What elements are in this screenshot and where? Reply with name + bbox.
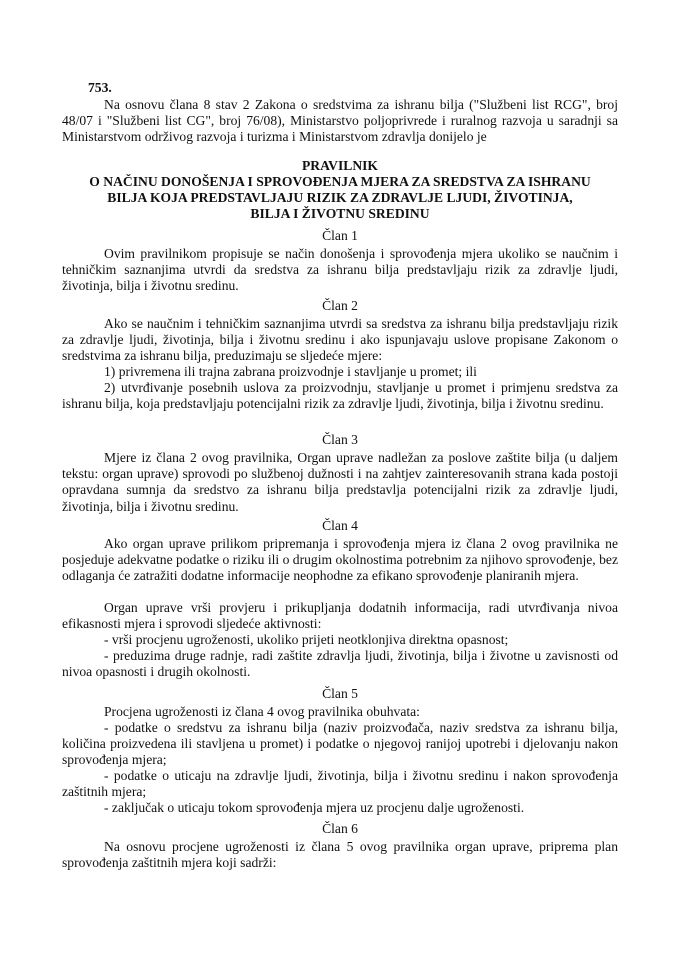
document-number: 753.: [88, 80, 112, 95]
clan-3-heading: Član 3: [322, 432, 358, 447]
clan-2-text: Ako se naučnim i tehničkim saznanjima utvrdi sa sredstva za ishranu bilja predstavljaju rizik za zdravlje ljudi, životinja, bilja i životnu sredinu i ako ispunjavaju uslove propisane Zakonom o sredstvima za ishranu bilja, preduzimaju se sljedeće mjere:: [62, 316, 618, 364]
clan-1-heading: Član 1: [322, 228, 358, 243]
clan-2-heading: Član 2: [322, 298, 358, 313]
preamble: Na osnovu člana 8 stav 2 Zakona o sredstvima za ishranu bilja ("Službeni list RCG", broj 48/07 i "Službeni list CG", broj 76/08), Ministarstvo poljoprivrede i ruralnog razvoja u saradnji sa Ministarstvom održivog razvoja i turizma i Ministarstvom zdravlja donijelo je: [62, 97, 618, 145]
clan-4-item-2: - preduzima druge radnje, radi zaštite zdravlja ljudi, životinja, bilja i životne u zavisnosti od nivoa opasnosti i drugih okolnosti.: [62, 648, 618, 680]
clan-5-item-1: - podatke o sredstvu za ishranu bilja (naziv proizvođača, naziv sredstva za ishranu bilja, količina proizvedena ili stavljena u promet) i podatke o njegovoj ranijoj upotrebi i djelovanju nakon sprovođenja mjera;: [62, 720, 618, 768]
title-line-1: PRAVILNIK: [301, 158, 379, 173]
clan-2-item-1: 1) privremena ili trajna zabrana proizvodnje i stavljanje u promet; ili: [104, 364, 477, 379]
clan-5-item-2: - podatke o uticaju na zdravlje ljudi, životinja, bilja i životnu sredinu i nakon sprovođenja zaštitnih mjera;: [62, 768, 618, 800]
clan-5-heading: Član 5: [322, 686, 358, 701]
clan-4-text-2: Organ uprave vrši provjeru i prikupljanja dodatnih informacija, radi utvrđivanja nivoa efikasnosti mjera i sprovodi sljedeće aktivnosti:: [62, 600, 618, 632]
clan-6-text: Na osnovu procjene ugroženosti iz člana 5 ovog pravilnika organ uprave, priprema plan sprovođenja zaštitnih mjera koji sadrži:: [62, 839, 618, 871]
clan-6-heading: Član 6: [322, 821, 358, 836]
clan-4-heading: Član 4: [322, 518, 358, 533]
clan-2-item-2: 2) utvrđivanje posebnih uslova za proizvodnju, stavljanje u promet i primjenu sredstva za ishranu bilja, koja predstavljaju potencijalni rizik za zdravlje ljudi, životinja, bilja i životnu sredinu.: [62, 380, 618, 412]
clan-5-text: Procjena ugroženosti iz člana 4 ovog pravilnika obuhvata:: [104, 704, 420, 719]
clan-1-text: Ovim pravilnikom propisuje se način donošenja i sprovođenja mjera ukoliko se naučnim i tehničkim saznanjima utvrdi da sredstva za ishranu bilja predstavljaju rizik za zdravlje ljudi, životinja, bilja i životnu sredinu.: [62, 246, 618, 294]
title-line-3: BILJA KOJA PREDSTAVLJAJU RIZIK ZA ZDRAVLJE LJUDI, ŽIVOTINJA,: [107, 190, 573, 205]
clan-4-text-1: Ako organ uprave prilikom pripremanja i sprovođenja mjera iz člana 2 ovog pravilnika ne posjeduje adekvatne podatke o riziku ili o drugim okolnostima potrebnim za njihovo sprovođenje, bez odlaganja će zatražiti dodatne informacije neophodne za efikano sprovođenje planiranih mjera.: [62, 536, 618, 584]
clan-3-text: Mjere iz člana 2 ovog pravilnika, Organ uprave nadležan za poslove zaštite bilja (u daljem tekstu: organ uprave) sprovodi po službenoj dužnosti i na zahtjev zainteresovanih strana kada postoji opravdana sumnja da sredstvo za ishranu bilja predstavlja potencijalni rizik za zdravlje ljudi, životinja, bilja i životnu sredinu.: [62, 450, 618, 514]
clan-4-item-1: - vrši procjenu ugroženosti, ukoliko prijeti neotklonjiva direktna opasnost;: [104, 632, 509, 647]
title-line-2: O NAČINU DONOŠENJA I SPROVOĐENJA MJERA ZA SREDSTVA ZA ISHRANU: [89, 174, 591, 189]
clan-5-item-3: - zaključak o uticaju tokom sprovođenja mjera uz procjenu dalje ugroženosti.: [104, 800, 525, 815]
title-line-4: BILJA I ŽIVOTNU SREDINU: [250, 206, 430, 221]
